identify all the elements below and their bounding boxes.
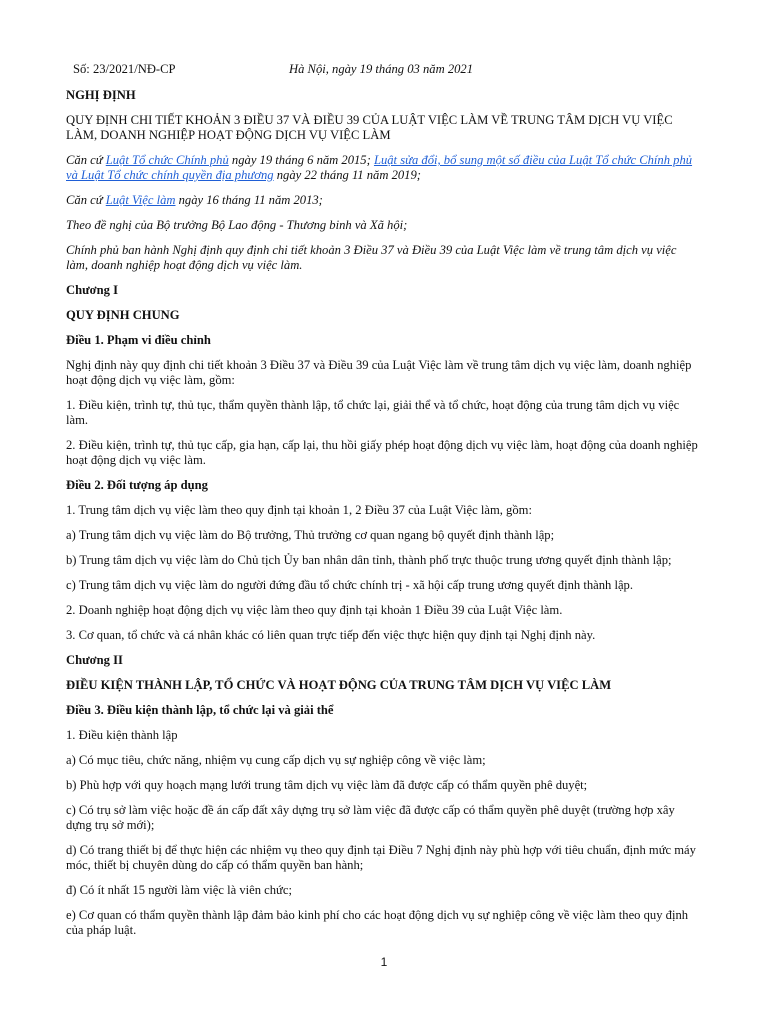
article-2-item: 3. Cơ quan, tổ chức và cá nhân khác có liên quan trực tiếp đến việc thực hiện quy định tại Nghị định này. xyxy=(66,628,596,642)
preamble-text: Căn cứ xyxy=(66,153,106,167)
chapter-2-label: Chương II xyxy=(66,653,123,667)
article-3-item: a) Có mục tiêu, chức năng, nhiệm vụ cung cấp dịch vụ sự nghiệp công về việc làm; xyxy=(66,753,486,767)
law-link-amendment[interactable]: Luật sửa đổi, bổ sung một số điều của Luật Tổ chức Chính phủ và Luật Tổ chức chính quyền địa phương xyxy=(66,153,693,182)
page-number: 1 xyxy=(380,955,388,969)
article-2-item: c) Trung tâm dịch vụ việc làm do người đứng đầu tổ chức chính trị - xã hội cấp trung ương quyết định thành lập. xyxy=(66,578,634,592)
law-link-government-organization[interactable]: Luật Tổ chức Chính phủ xyxy=(105,153,229,167)
article-3-item: đ) Có ít nhất 15 người làm việc là viên chức; xyxy=(66,883,292,897)
article-2-item: 1. Trung tâm dịch vụ việc làm theo quy định tại khoản 1, 2 Điều 37 của Luật Việc làm, gồm: xyxy=(66,503,532,517)
chapter-1-title: QUY ĐỊNH CHUNG xyxy=(66,308,180,322)
chapter-2-title: ĐIỀU KIỆN THÀNH LẬP, TỔ CHỨC VÀ HOẠT ĐỘNG CỦA TRUNG TÂM DỊCH VỤ VIỆC LÀM xyxy=(66,678,612,692)
article-3-item: b) Phù hợp với quy hoạch mạng lưới trung tâm dịch vụ việc làm đã được cấp có thẩm quyền phê duyệt; xyxy=(66,778,588,792)
article-3-item: c) Có trụ sở làm việc hoặc đề án cấp đất xây dựng trụ sở làm việc đã được cấp có thẩm quyền phê duyệt (trường hợp xây dựng trụ sở mới); xyxy=(66,803,675,832)
article-3-item: 1. Điều kiện thành lập xyxy=(66,728,178,742)
article-3-item: e) Cơ quan có thẩm quyền thành lập đảm bảo kinh phí cho các hoạt động dịch vụ sự nghiệp công về việc làm theo quy định của pháp luật. xyxy=(66,908,689,937)
document-page xyxy=(66,62,698,948)
document-type: NGHỊ ĐỊNH xyxy=(66,88,136,102)
preamble-text: Căn cứ xyxy=(66,193,106,207)
preamble-text: ngày 16 tháng 11 năm 2013; xyxy=(175,193,323,207)
law-link-employment[interactable]: Luật Việc làm xyxy=(105,193,176,207)
document-number: Số: 23/2021/NĐ-CP xyxy=(73,62,176,76)
article-1-title: Điều 1. Phạm vi điều chỉnh xyxy=(66,333,211,347)
chapter-1-label: Chương I xyxy=(66,283,118,297)
article-1-paragraph: Nghị định này quy định chi tiết khoản 3 Điều 37 và Điều 39 của Luật Việc làm về trung tâm dịch vụ việc làm, doanh nghiệp hoạt động dịch vụ việc làm, gồm: xyxy=(66,358,692,387)
preamble-paragraph-3: Theo đề nghị của Bộ trưởng Bộ Lao động - Thương binh và Xã hội; xyxy=(66,218,408,232)
article-3-title: Điều 3. Điều kiện thành lập, tổ chức lại và giải thể xyxy=(66,703,334,717)
article-2-item: 2. Doanh nghiệp hoạt động dịch vụ việc làm theo quy định tại khoản 1 Điều 39 của Luật Việc làm. xyxy=(66,603,563,617)
article-2-title: Điều 2. Đối tượng áp dụng xyxy=(66,478,208,492)
article-2-item: b) Trung tâm dịch vụ việc làm do Chủ tịch Ủy ban nhân dân tỉnh, thành phố trực thuộc trung ương quyết định thành lập; xyxy=(66,553,672,567)
article-3-item: d) Có trang thiết bị để thực hiện các nhiệm vụ theo quy định tại Điều 7 Nghị định này phù hợp với tiêu chuẩn, định mức máy móc, thiết bị chuyên dùng do cấp có thẩm quyền ban hành; xyxy=(66,843,696,872)
document-header xyxy=(66,62,698,78)
article-1-item: 1. Điều kiện, trình tự, thủ tục, thẩm quyền thành lập, tổ chức lại, giải thể và tổ chức, hoạt động của trung tâm dịch vụ việc làm. xyxy=(66,398,680,427)
article-2-item: a) Trung tâm dịch vụ việc làm do Bộ trưởng, Thủ trưởng cơ quan ngang bộ quyết định thành lập; xyxy=(66,528,555,542)
preamble-paragraph-1 xyxy=(66,153,698,183)
preamble-paragraph-4: Chính phủ ban hành Nghị định quy định chi tiết khoản 3 Điều 37 và Điều 39 của Luật Việc làm về trung tâm dịch vụ việc làm, doanh nghiệp hoạt động dịch vụ việc làm. xyxy=(66,243,677,272)
article-1-item: 2. Điều kiện, trình tự, thủ tục cấp, gia hạn, cấp lại, thu hồi giấy phép hoạt động dịch vụ việc làm, hoạt động của doanh nghiệp hoạt động dịch vụ việc làm. xyxy=(66,438,698,467)
document-title: QUY ĐỊNH CHI TIẾT KHOẢN 3 ĐIỀU 37 VÀ ĐIỀU 39 CỦA LUẬT VIỆC LÀM VỀ TRUNG TÂM DỊCH VỤ VIỆC LÀM, DOANH NGHIỆP HOẠT ĐỘNG DỊCH VỤ VIỆC LÀM xyxy=(66,113,673,142)
preamble-text: ngày 22 tháng 11 năm 2019; xyxy=(273,168,421,182)
document-date: Hà Nội, ngày 19 tháng 03 năm 2021 xyxy=(289,62,474,76)
preamble-paragraph-2 xyxy=(66,193,698,208)
preamble-text: ngày 19 tháng 6 năm 2015; xyxy=(228,153,374,167)
